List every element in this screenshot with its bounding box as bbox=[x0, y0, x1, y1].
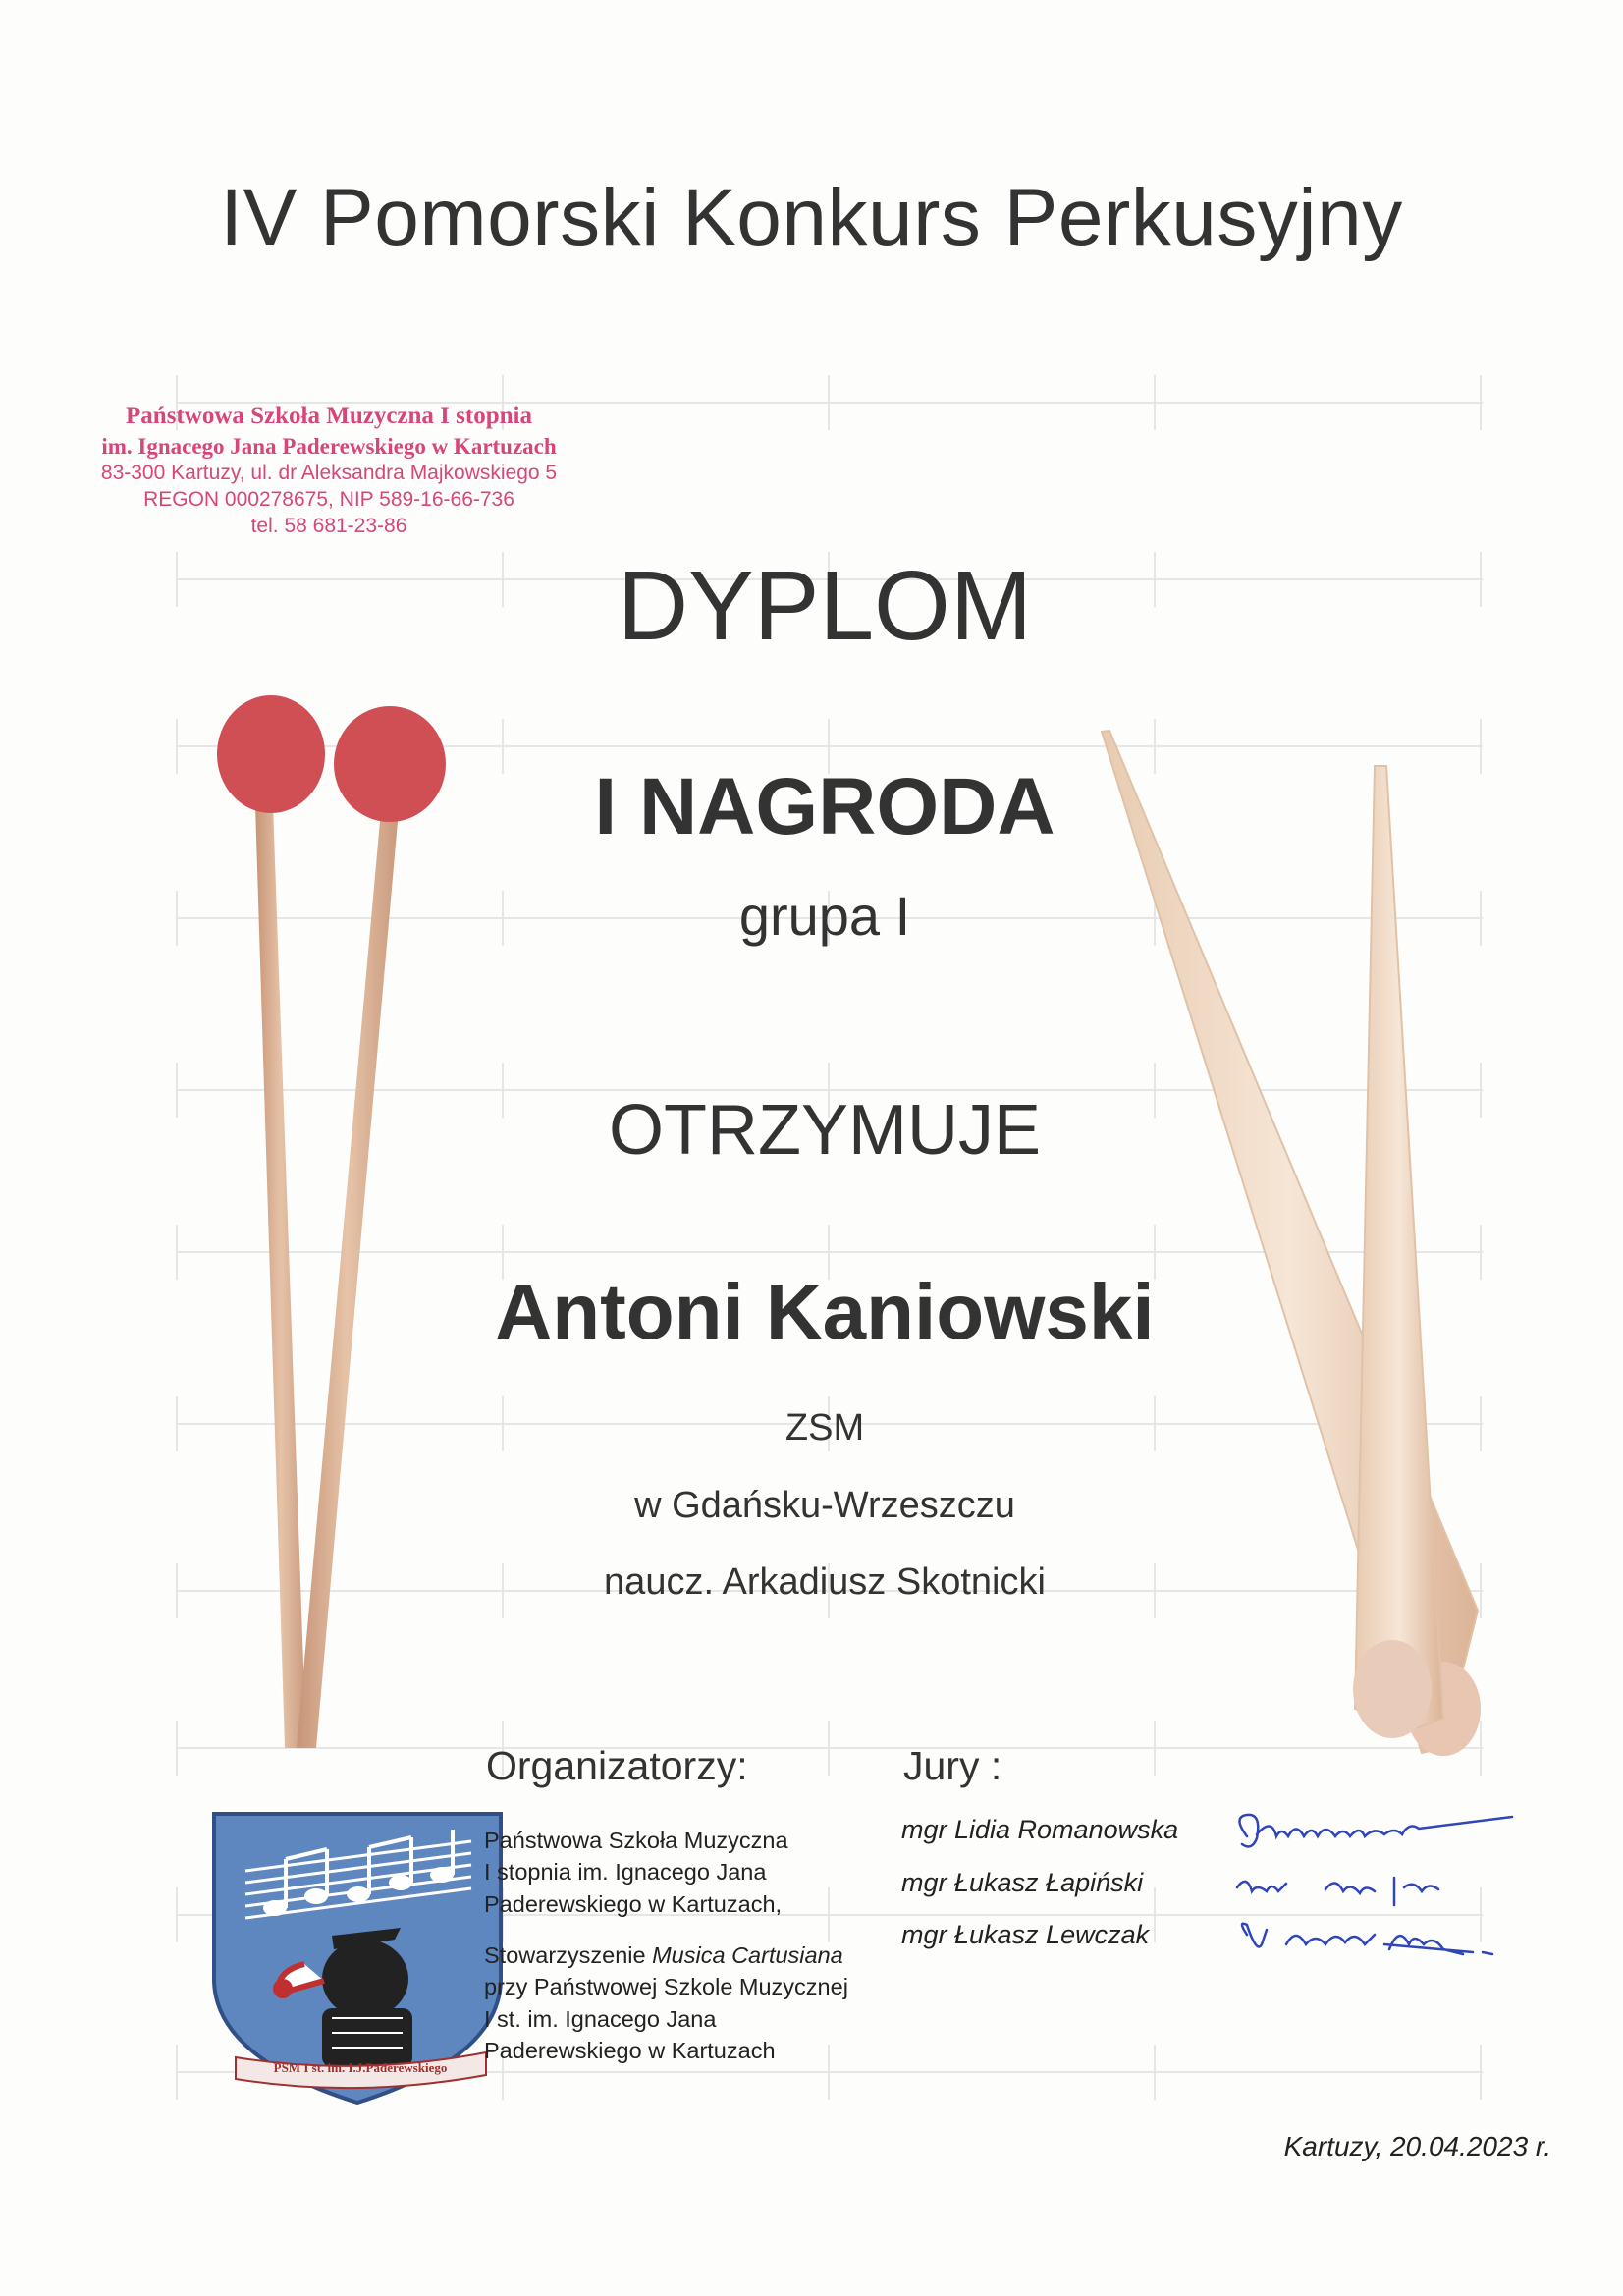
association-line-2: przy Państwowej Szkole Muzycznej bbox=[484, 1974, 848, 2000]
stamp-line-2: im. Ignacego Jana Paderewskiego w Kartuzach bbox=[101, 434, 557, 459]
stamp-line-4: REGON 000278675, NIP 589-16-66-736 bbox=[143, 488, 514, 512]
stamp-line-1: Państwowa Szkoła Muzyczna I stopnia bbox=[126, 403, 532, 429]
competition-title: IV Pomorski Konkurs Perkusyjny bbox=[220, 173, 1403, 262]
receives-label: OTRZYMUJE bbox=[609, 1091, 1041, 1170]
jury-member-1: mgr Lidia Romanowska bbox=[901, 1815, 1179, 1844]
diploma-heading: DYPLOM bbox=[617, 551, 1033, 661]
jury-member-3: mgr Łukasz Lewczak bbox=[901, 1920, 1150, 1949]
association-line-3: I st. im. Ignacego Jana bbox=[484, 2005, 717, 2032]
recipient-name: Antoni Kaniowski bbox=[495, 1268, 1155, 1355]
stamp-line-5: tel. 58 681-23-86 bbox=[250, 515, 407, 538]
mallet-icon bbox=[297, 706, 446, 1748]
award-title: I NAGRODA bbox=[594, 762, 1055, 851]
drumstick-icon bbox=[1353, 766, 1443, 1738]
jury-heading: Jury : bbox=[903, 1743, 1002, 1788]
organizer-school: Państwowa Szkoła Muzyczna I stopnia im. Ignacego Jana Paderewskiego w Kartuzach, bbox=[484, 1828, 788, 1917]
association-prefix: Stowarzyszenie bbox=[484, 1942, 653, 1968]
organizer-association bbox=[484, 1940, 848, 2067]
school-city: w Gdańsku-Wrzeszczu bbox=[634, 1485, 1015, 1526]
association-line-4: Paderewskiego w Kartuzach bbox=[484, 2038, 776, 2064]
mallet-icon bbox=[217, 695, 325, 1748]
school-stamp bbox=[59, 401, 599, 540]
association-name: Musica Cartusiana bbox=[652, 1942, 843, 1968]
teacher-name: naucz. Arkadiusz Skotnicki bbox=[604, 1561, 1046, 1603]
school-name: ZSM bbox=[784, 1407, 865, 1449]
date-line: Kartuzy, 20.04.2023 r. bbox=[1283, 2131, 1551, 2161]
signature-icon bbox=[1227, 1797, 1551, 1979]
stamp-line-3: 83-300 Kartuzy, ul. dr Aleksandra Majkowskiego 5 bbox=[100, 462, 558, 485]
jury-member-2: mgr Łukasz Łapiński bbox=[901, 1868, 1144, 1897]
group-label: grupa I bbox=[738, 885, 911, 947]
crest-icon bbox=[206, 1812, 515, 2106]
organizers-heading: Organizatorzy: bbox=[486, 1743, 748, 1788]
crest-banner: PSM I st. im. I.J.Paderewskiego bbox=[273, 2060, 448, 2075]
